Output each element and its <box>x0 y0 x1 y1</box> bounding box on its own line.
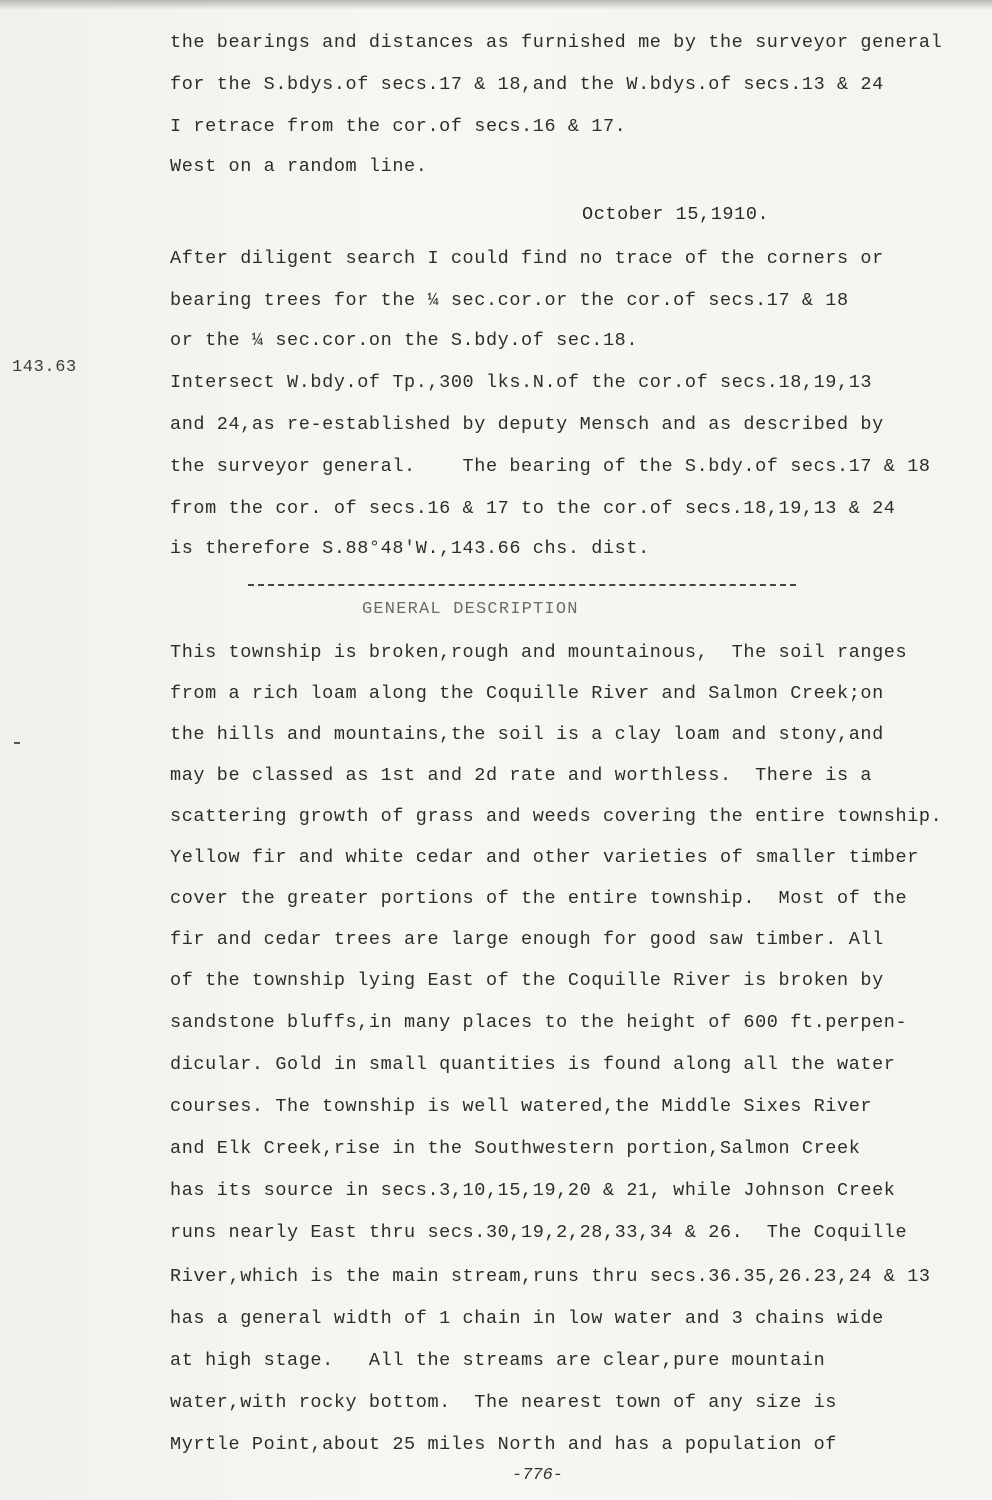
text-line: water,with rocky bottom. The nearest town of any size is <box>170 1392 838 1413</box>
text-line: courses. The township is well watered,the Middle Sixes River <box>170 1096 873 1117</box>
text-line: at high stage. All the streams are clear,pure mountain <box>170 1350 826 1371</box>
text-line: bearing trees for the ¼ sec.cor.or the cor.of secs.17 & 18 <box>170 290 849 311</box>
text-line: has a general width of 1 chain in low water and 3 chains wide <box>170 1308 884 1329</box>
text-line: dicular. Gold in small quantities is found along all the water <box>170 1054 896 1075</box>
entry-date: October 15,1910. <box>582 204 770 225</box>
text-line: scattering growth of grass and weeds covering the entire township. <box>170 806 943 827</box>
text-line: from the cor. of secs.16 & 17 to the cor.of secs.18,19,13 & 24 <box>170 498 896 519</box>
text-line: River,which is the main stream,runs thru secs.36.35,26.23,24 & 13 <box>170 1266 931 1287</box>
text-line: cover the greater portions of the entire township. Most of the <box>170 888 908 909</box>
margin-distance: 143.63 <box>12 358 77 377</box>
page-number: -776- <box>512 1466 564 1485</box>
text-line: Intersect W.bdy.of Tp.,300 lks.N.of the cor.of secs.18,19,13 <box>170 372 873 393</box>
text-line: the surveyor general. The bearing of the S.bdy.of secs.17 & 18 <box>170 456 931 477</box>
margin-mark <box>14 742 20 744</box>
text-line: fir and cedar trees are large enough for good saw timber. All <box>170 929 884 950</box>
text-line: from a rich loam along the Coquille River and Salmon Creek;on <box>170 683 884 704</box>
text-line: This township is broken,rough and mountainous, The soil ranges <box>170 642 908 663</box>
text-line: has its source in secs.3,10,15,19,20 & 21, while Johnson Creek <box>170 1180 896 1201</box>
text-line: West on a random line. <box>170 156 428 177</box>
text-line: the hills and mountains,the soil is a clay loam and stony,and <box>170 724 884 745</box>
text-line: for the S.bdys.of secs.17 & 18,and the W.bdys.of secs.13 & 24 <box>170 74 884 95</box>
text-line: is therefore S.88°48'W.,143.66 chs. dist. <box>170 538 650 559</box>
text-line: Yellow fir and white cedar and other varieties of smaller timber <box>170 847 919 868</box>
text-line: the bearings and distances as furnished me by the surveyor general <box>170 32 943 53</box>
text-line: or the ¼ sec.cor.on the S.bdy.of sec.18. <box>170 330 639 351</box>
text-line: runs nearly East thru secs.30,19,2,28,33,34 & 26. The Coquille <box>170 1222 908 1243</box>
text-line: I retrace from the cor.of secs.16 & 17. <box>170 116 627 137</box>
section-heading: GENERAL DESCRIPTION <box>362 600 579 619</box>
scan-edge-shadow <box>0 0 992 10</box>
text-line: of the township lying East of the Coquille River is broken by <box>170 970 884 991</box>
text-line: Myrtle Point,about 25 miles North and has a population of <box>170 1434 838 1455</box>
text-line: sandstone bluffs,in many places to the height of 600 ft.perpen- <box>170 1012 908 1033</box>
text-line: and Elk Creek,rise in the Southwestern portion,Salmon Creek <box>170 1138 861 1159</box>
text-line: may be classed as 1st and 2d rate and worthless. There is a <box>170 765 873 786</box>
section-divider <box>248 584 796 586</box>
text-line: and 24,as re-established by deputy Mensch and as described by <box>170 414 884 435</box>
text-line: After diligent search I could find no trace of the corners or <box>170 248 884 269</box>
